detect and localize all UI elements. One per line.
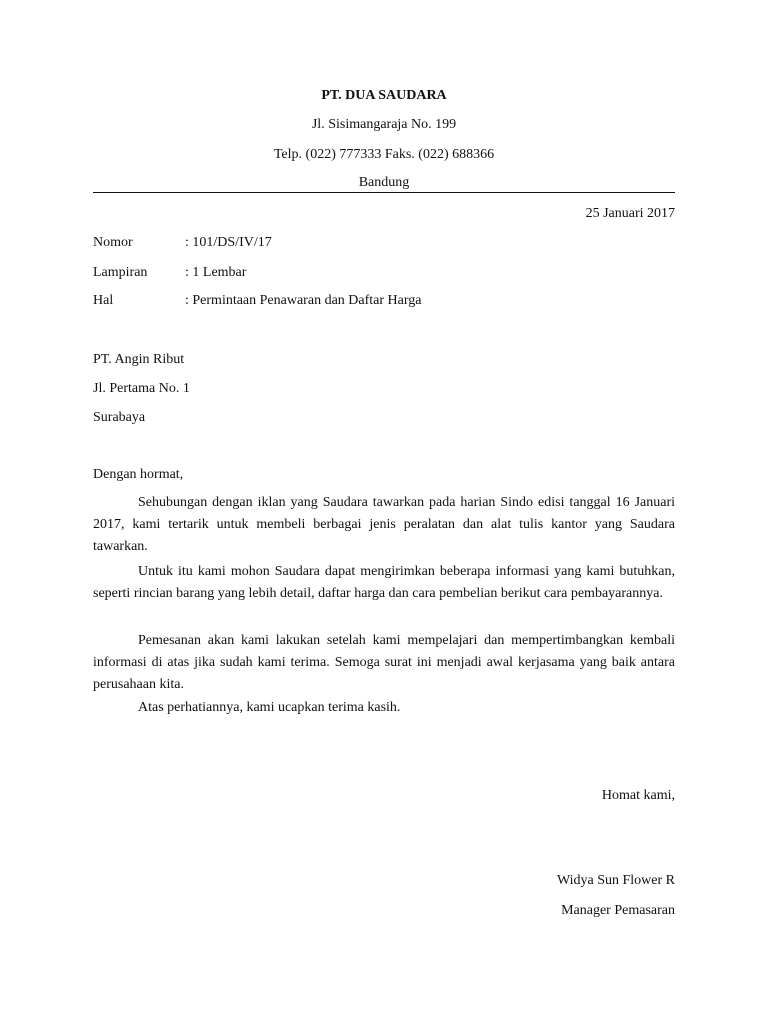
company-city: Bandung: [358, 175, 410, 190]
company-name: PT. DUA SAUDARA: [321, 88, 447, 103]
field-label-lampiran: Lampiran: [93, 265, 148, 280]
letterhead-divider: [93, 192, 675, 193]
body-paragraph-1: Sehubungan dengan iklan yang Saudara tawarkan pada harian Sindo edisi tanggal 16 Januari 2017, kami tertarik untuk membeli berbagai jenis peralatan dan alat tulis kantor yang Saudara tawarkan.: [93, 495, 675, 554]
field-value-nomor: : 101/DS/IV/17: [185, 235, 272, 250]
body-paragraph-3: Pemesanan akan kami lakukan setelah kami mempelajari dan mempertimbangkan kembali informasi di atas jika sudah kami terima. Semoga surat ini menjadi awal kerjasama yang baik antara perusahaan kita.: [93, 633, 675, 692]
letter-date: 25 Januari 2017: [585, 206, 675, 221]
signatory-title: Manager Pemasaran: [561, 903, 675, 918]
field-label-nomor: Nomor: [93, 235, 133, 250]
field-value-hal: : Permintaan Penawaran dan Daftar Harga: [185, 293, 422, 308]
field-value-lampiran: : 1 Lembar: [185, 265, 247, 280]
signatory-name: Widya Sun Flower R: [556, 873, 675, 888]
salutation: Dengan hormat,: [93, 467, 184, 482]
body-paragraph-2: Untuk itu kami mohon Saudara dapat mengirimkan beberapa informasi yang kami butuhkan, seperti rincian barang yang lebih detail, daftar harga dan cara pembelian berikut cara pembayarannya.: [93, 564, 675, 601]
recipient-city: Surabaya: [93, 410, 146, 425]
field-label-hal: Hal: [93, 293, 114, 308]
recipient-address: Jl. Pertama No. 1: [93, 381, 190, 396]
recipient-name: PT. Angin Ribut: [93, 352, 185, 367]
company-address: Jl. Sisimangaraja No. 199: [311, 117, 457, 132]
body-paragraph-4: Atas perhatiannya, kami ucapkan terima kasih.: [138, 700, 401, 715]
company-contact: Telp. (022) 777333 Faks. (022) 688366: [273, 147, 495, 162]
closing: Homat kami,: [601, 788, 675, 803]
